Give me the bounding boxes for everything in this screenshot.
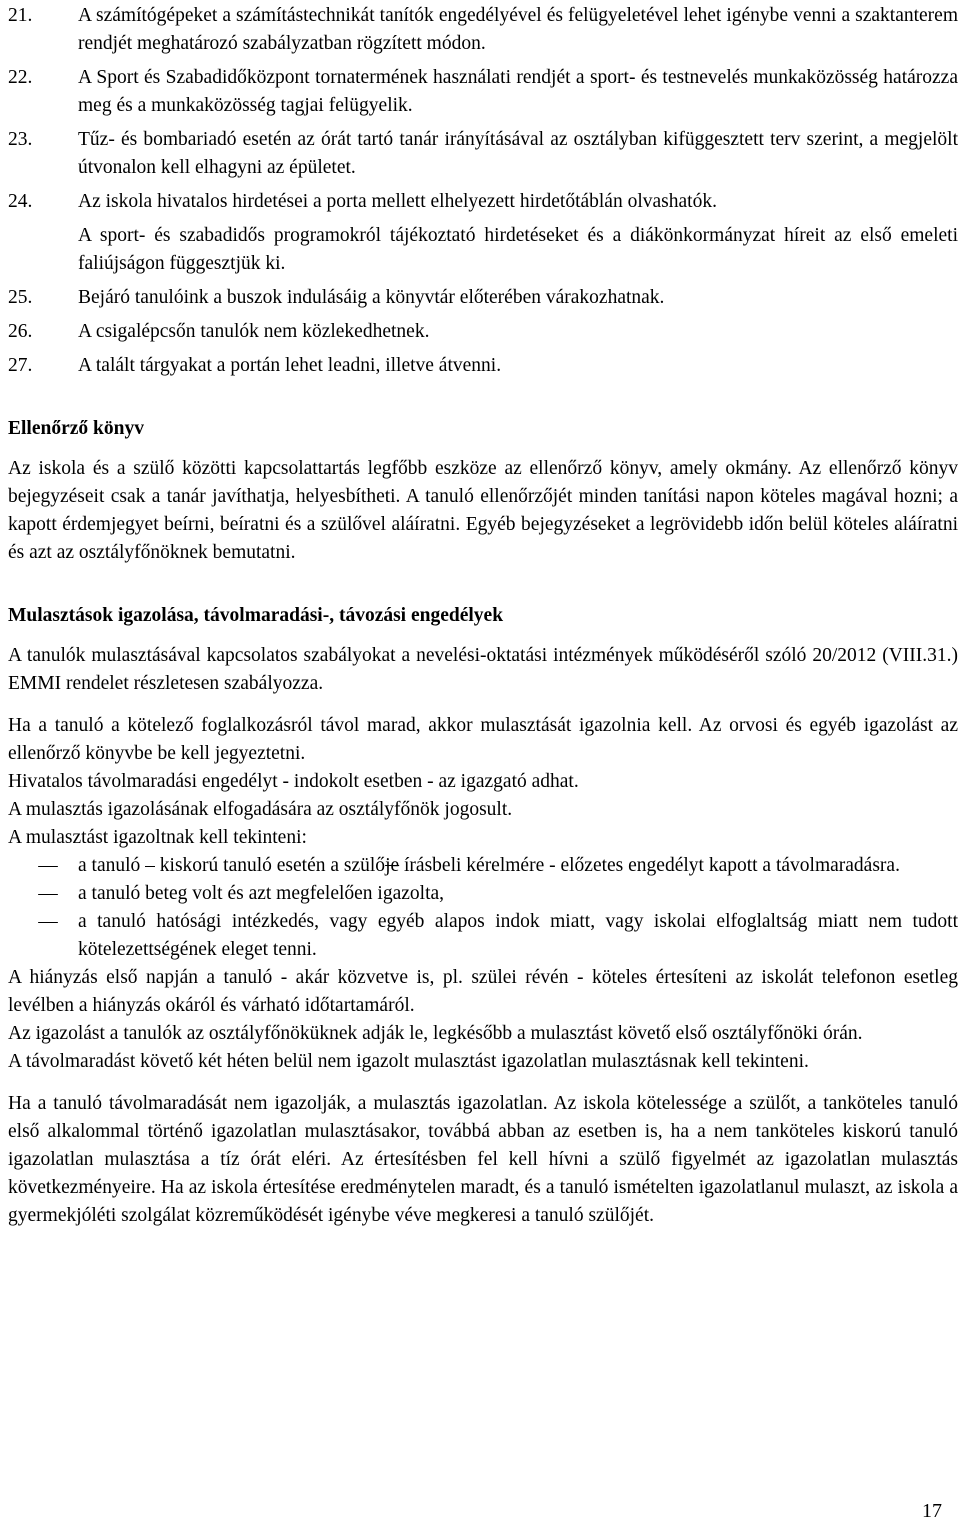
rule-text: Tűz- és bombariadó esetén az órát tartó tanár irányításával az osztályban kifüggesztett terv szerint, a megjelölt útvonalon kell elhagyni az épületet. xyxy=(78,129,958,178)
rule-text: Bejáró tanulóink a buszok indulásáig a könyvtár előterében várakozhatnak. xyxy=(78,287,665,308)
rule-22 xyxy=(8,64,958,120)
section-heading-ellenorzo: Ellenőrző könyv xyxy=(8,418,144,439)
bullet-text: a tanuló hatósági intézkedés, vagy egyéb alapos indok miatt, vagy iskolai elfoglaltság miatt nem tudott kötelezettségének eleget tenni. xyxy=(78,911,958,960)
mulasztas-p4: A mulasztást igazoltnak kell tekinteni: xyxy=(8,827,307,848)
bullet-item xyxy=(8,908,958,964)
bullet-text-pre: a tanuló – kiskorú tanuló esetén a szülő xyxy=(78,855,386,876)
rule-number: 21. xyxy=(8,5,33,26)
bullet-item xyxy=(8,852,958,880)
bullet-text: a tanuló beteg volt és azt megfelelően igazolta, xyxy=(78,883,445,904)
mulasztas-p8: Ha a tanuló távolmaradását nem igazolják, a mulasztás igazolatlan. Az iskola kötelessége a szülőt, a tanköteles tanuló első alkalommal történő igazolatlan mulasztásakor, továbbá abban az esetben is, ha a nem tanköteles kiskorú tanuló igazolatlan mulasztása a tíz órát eléri. Az értesítésben fel kell hívni a szülő figyelmét az igazolatlan mulasztás következményeire. Ha az iskola értesítése eredménytelen maradt, és a tanuló ismételten igazolatlanul mulaszt, az iskola a gyermekjóléti szolgálat közreműködését igénybe véve megkeresi a tanuló szülőjét. xyxy=(8,1093,958,1226)
rule-text: A Sport és Szabadidőközpont tornatermének használati rendjét a sport- és testnevelés munkaközösség határozza meg és a munkaközösség tagjai felügyelik. xyxy=(78,67,958,116)
rule-number: 24. xyxy=(8,191,33,212)
rule-26 xyxy=(8,318,958,346)
mulasztas-p6: Az igazolást a tanulók az osztályfőnöküknek adják le, legkésőbb a mulasztást követő első osztályfőnöki órán. xyxy=(8,1023,863,1044)
section-heading-mulasztasok: Mulasztások igazolása, távolmaradási-, távozási engedélyek xyxy=(8,605,504,626)
dash-marker: — xyxy=(38,911,58,932)
rule-number: 22. xyxy=(8,67,33,88)
page-number: 17 xyxy=(922,1500,942,1522)
bullet-item xyxy=(8,880,958,908)
dash-marker: — xyxy=(38,855,58,876)
rule-23 xyxy=(8,126,958,182)
bullet-text-post: írásbeli kérelmére - előzetes engedélyt kapott a távolmaradásra. xyxy=(399,855,900,876)
dash-marker: — xyxy=(38,883,58,904)
rule-text: A talált tárgyakat a portán lehet leadni, illetve átvenni. xyxy=(78,355,502,376)
rule-text: Az iskola hivatalos hirdetései a porta mellett elhelyezett hirdetőtáblán olvashatók. xyxy=(78,191,717,212)
rule-24-extra: A sport- és szabadidős programokról tájékoztató hirdetéseket és a diákönkormányzat híreit az első emeleti faliújságon függesztjük ki. xyxy=(78,225,958,274)
mulasztas-p7: A távolmaradást követő két héten belül nem igazolt mulasztást igazolatlan mulasztásnak kell tekinteni. xyxy=(8,1051,809,1072)
rule-27 xyxy=(8,352,958,380)
struck-text: je xyxy=(385,855,400,876)
ellenorzo-paragraph: Az iskola és a szülő közötti kapcsolattartás legfőbb eszköze az ellenőrző könyv, amely okmány. Az ellenőrző könyv bejegyzéseit csak a tanár javíthatja, helyesbítheti. A tanuló ellenőrzőjét minden tanítási napon köteles magával hozni; a kapott érdemjegyet beírni, beíratni és a szülővel aláíratni. Egyéb bejegyzéseket a legrövidebb időn belül köteles aláíratni és azt az osztályfőnöknek bemutatni. xyxy=(8,458,958,563)
mulasztas-intro: A tanulók mulasztásával kapcsolatos szabályokat a nevelési-oktatási intézmények működéséről szóló 20/2012 (VIII.31.) EMMI rendelet részletesen szabályozza. xyxy=(8,645,958,694)
rule-number: 27. xyxy=(8,355,33,376)
document-page xyxy=(8,2,958,1230)
mulasztas-p1: Ha a tanuló a kötelező foglalkozásról távol marad, akkor mulasztását igazolnia kell. Az orvosi és egyéb igazolást az ellenőrző könyvbe be kell jegyeztetni. xyxy=(8,715,958,764)
rule-number: 25. xyxy=(8,287,33,308)
mulasztas-p2: Hivatalos távolmaradási engedélyt - indokolt esetben - az igazgató adhat. xyxy=(8,771,579,792)
rule-21 xyxy=(8,2,958,58)
rule-24 xyxy=(8,188,958,216)
rule-number: 23. xyxy=(8,129,33,150)
mulasztas-p5: A hiányzás első napján a tanuló - akár közvetve is, pl. szülei révén - köteles értesíteni az iskolát telefonon esetleg levélben a hiányzás okáról és várható időtartamáról. xyxy=(8,967,958,1016)
rule-text: A csigalépcsőn tanulók nem közlekedhetnek. xyxy=(78,321,430,342)
rule-number: 26. xyxy=(8,321,33,342)
mulasztas-p3: A mulasztás igazolásának elfogadására az osztályfőnök jogosult. xyxy=(8,799,513,820)
rule-25 xyxy=(8,284,958,312)
rule-text: A számítógépeket a számítástechnikát tanítók engedélyével és felügyeletével lehet igénybe venni a szaktanterem rendjét meghatározó szabályzatban rögzített módon. xyxy=(78,5,958,54)
